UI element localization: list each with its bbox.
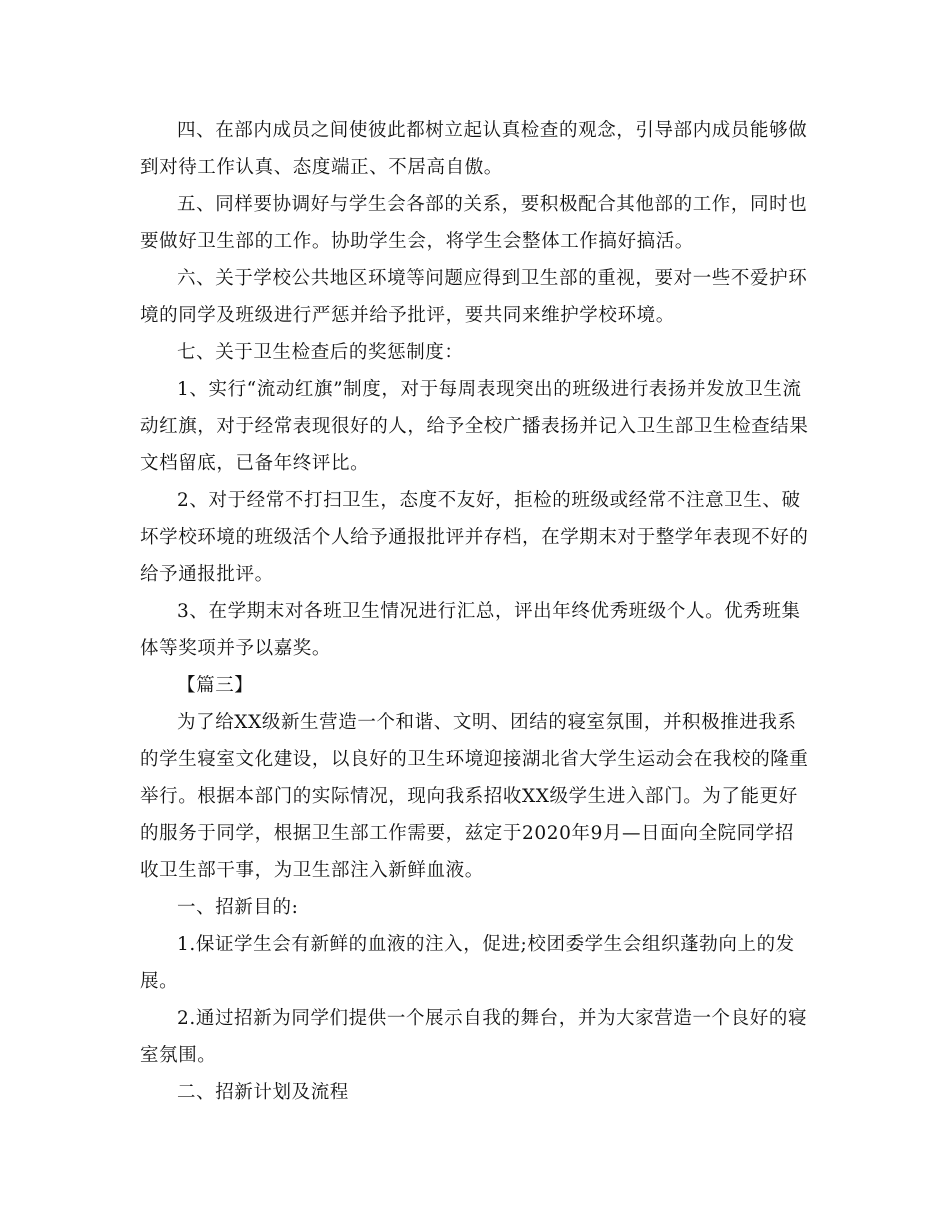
paragraph-purpose-2: 2.通过招新为同学们提供一个展示自我的舞台，并为大家营造一个良好的寝室氛围。 — [140, 1008, 808, 1066]
paragraph-item-3: 3、在学期末对各班卫生情况进行汇总，评出年终优秀班级个人。优秀班集体等奖项并予以嘉奖。 — [140, 601, 801, 659]
paragraph-purpose-1: 1.保证学生会有新鲜的血液的注入，促进;校团委学生会组织蓬勃向上的发展。 — [140, 934, 795, 992]
paragraph-section-four: 四、在部内成员之间使彼此都树立起认真检查的观念，引导部内成员能够做到对待工作认真、态度端正、不居高自傲。 — [140, 120, 808, 178]
paragraph-intro: 为了给XX级新生营造一个和谐、文明、团结的寝室氛围，并积极推进我系的学生寝室文化建设，以良好的卫生环境迎接湖北省大学生运动会在我校的隆重举行。根据本部门的实际情况，现向我系招收XX级学生进入部门。为了能更好的服务于同学，根据卫生部工作需要，兹定于2020年9月—日面向全院同学招收卫生部干事，为卫生部注入新鲜血液。 — [140, 712, 809, 881]
paragraph-item-2: 2、对于经常不打扫卫生，态度不友好，拒检的班级或经常不注意卫生、破坏学校环境的班级活个人给予通报批评并存档，在学期末对于整学年表现不好的给予通报批评。 — [140, 490, 809, 585]
heading-recruit-plan: 二、招新计划及流程 — [177, 1082, 349, 1103]
paragraph-section-six: 六、关于学校公共地区环境等问题应得到卫生部的重视，要对一些不爱护环境的同学及班级进行严惩并给予批评，要共同来维护学校环境。 — [140, 268, 808, 326]
paragraph-item-1: 1、实行“流动红旗”制度，对于每周表现突出的班级进行表扬并发放卫生流动红旗，对于经常表现很好的人，给予全校广播表扬并记入卫生部卫生检查结果文档留底，已备年终评比。 — [140, 379, 809, 474]
heading-part-three: 【篇三】 — [177, 675, 254, 696]
paragraph-section-five: 五、同样要协调好与学生会各部的关系，要积极配合其他部的工作，同时也要做好卫生部的工作。协助学生会，将学生会整体工作搞好搞活。 — [140, 194, 808, 252]
document-body — [140, 112, 812, 1111]
heading-recruit-purpose: 一、招新目的: — [177, 897, 299, 918]
heading-section-seven: 七、关于卫生检查后的奖惩制度： — [177, 342, 464, 363]
